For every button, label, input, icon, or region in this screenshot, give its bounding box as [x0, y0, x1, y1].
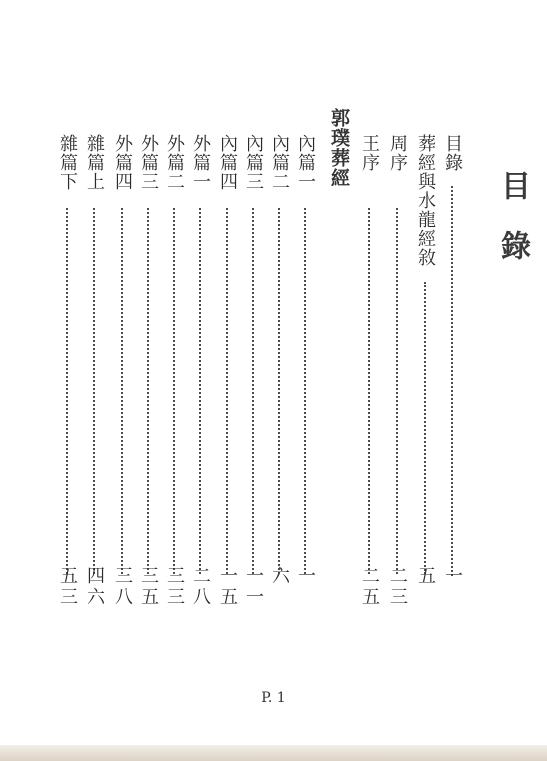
toc-entry-page: 六: [269, 566, 290, 587]
toc-entry-title: 內篇三: [243, 134, 264, 191]
dot-leader: [451, 186, 453, 576]
toc-entry-9: [188, 134, 212, 634]
toc-entry-title: 雜篇下: [57, 134, 78, 191]
dot-leader: [424, 282, 426, 574]
toc-entry-12: [110, 134, 134, 634]
toc-entry-page: 三五: [138, 566, 159, 608]
toc-entry-page: 二八: [190, 566, 211, 608]
dot-leader: [304, 208, 306, 574]
toc-entry-13: [82, 134, 106, 634]
page-number: P. 1: [261, 690, 286, 706]
toc-entry-title: 內篇二: [269, 134, 290, 191]
section-heading: 郭璞葬經: [328, 108, 350, 188]
toc-entry-5: [293, 134, 317, 634]
toc-entry-title: 外篇二: [164, 134, 185, 191]
toc-entry-3: [385, 134, 409, 634]
dot-leader: [66, 208, 68, 574]
toc-entry-title: 葬經與水龍經敘: [415, 134, 436, 267]
dot-leader: [368, 208, 370, 574]
toc-entry-page: 五三: [57, 566, 78, 608]
toc-entry-page: 三八: [112, 566, 133, 608]
dot-leader: [93, 208, 95, 574]
toc-entry-page: 二三: [387, 566, 408, 608]
toc-entry-page: 四六: [84, 566, 105, 608]
toc-entry-14: [55, 134, 79, 634]
dot-leader: [278, 208, 280, 574]
toc-entry-title: 周序: [387, 134, 408, 172]
toc-entry-title: 王序: [359, 134, 380, 172]
toc-entry-page: 三三: [164, 566, 185, 608]
toc-entry-page: 一一: [243, 566, 264, 608]
toc-entry-1: [440, 134, 464, 634]
toc-entry-title: 外篇三: [138, 134, 159, 191]
dot-leader: [252, 208, 254, 574]
toc-entry-title: 外篇四: [112, 134, 133, 191]
dot-leader: [147, 208, 149, 574]
toc-entry-page: 一: [295, 566, 316, 587]
toc-entry-2: [413, 134, 437, 634]
page-edge: [0, 745, 547, 761]
toc-entry-4: [357, 134, 381, 634]
toc-entry-title: 外篇一: [190, 134, 211, 191]
toc-entry-page: 一: [442, 566, 463, 587]
dot-leader: [173, 208, 175, 574]
dot-leader: [121, 208, 123, 574]
toc-entry-6: [267, 134, 291, 634]
toc-entry-7: [241, 134, 265, 634]
dot-leader: [226, 208, 228, 574]
dot-leader: [396, 208, 398, 574]
toc-entry-page: 一五: [217, 566, 238, 608]
toc-entry-title: 雜篇上: [84, 134, 105, 191]
toc-entry-10: [162, 134, 186, 634]
toc-entry-title: 目錄: [442, 134, 463, 172]
toc-entry-title: 內篇一: [295, 134, 316, 191]
dot-leader: [199, 208, 201, 574]
toc-entry-title: 內篇四: [217, 134, 238, 191]
toc-entry-8: [215, 134, 239, 634]
toc-entry-11: [136, 134, 160, 634]
toc-entry-page: 五: [415, 566, 436, 587]
toc-entry-page: 二五: [359, 566, 380, 608]
page-title: 目錄: [495, 170, 530, 290]
